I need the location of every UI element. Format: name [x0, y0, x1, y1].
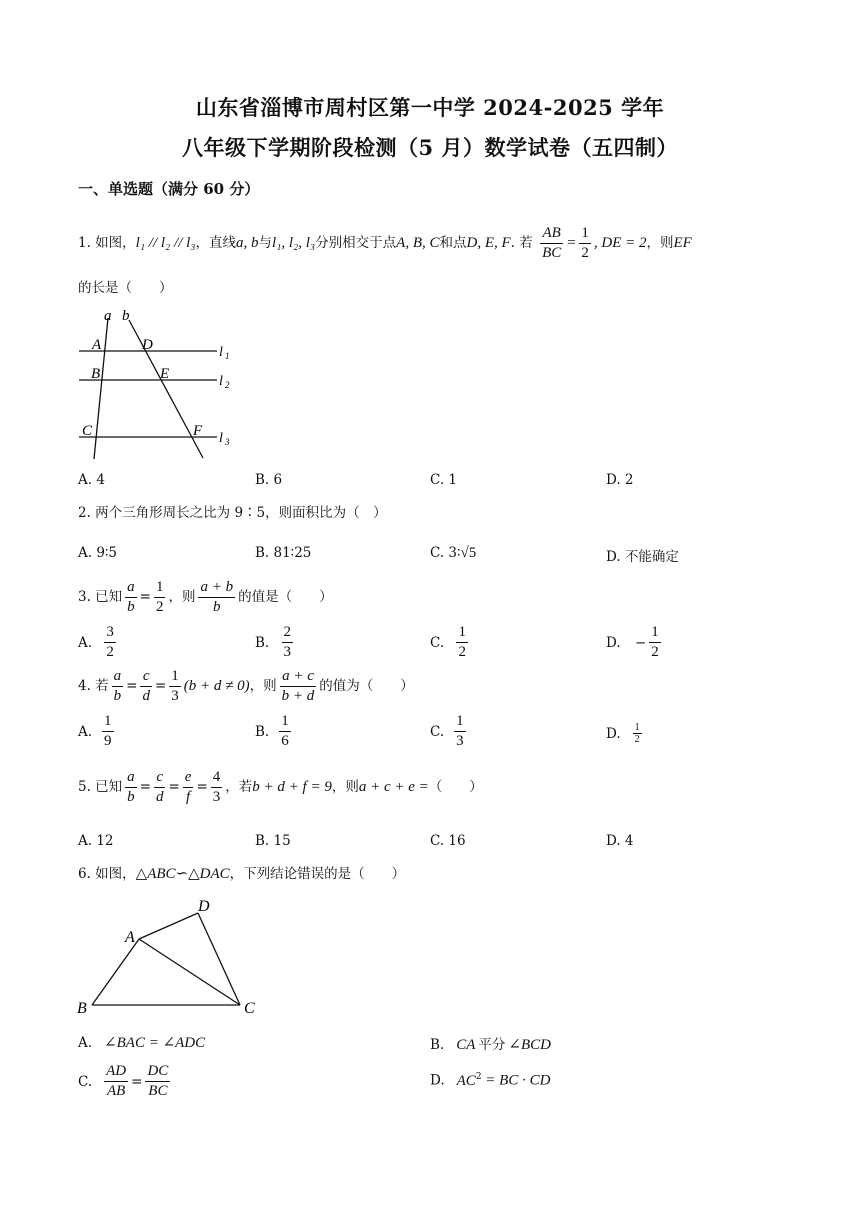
q3-mid: ，则 — [168, 589, 196, 605]
q4-option-c[interactable]: C. $\frac{1}{3}$ — [430, 713, 464, 749]
label-B: B — [91, 366, 101, 382]
q1-text-4: 和点 — [439, 235, 467, 251]
label-E: E — [160, 366, 170, 382]
q6-figure — [72, 893, 272, 1023]
label-C: C — [244, 1000, 255, 1017]
q1-parallel: l₁ // l₂ // l₃ — [135, 235, 196, 251]
q4-option-a[interactable]: A. $\frac{1}{9}$ — [78, 713, 112, 749]
question-6 — [78, 864, 405, 884]
question-2: 2. 两个三角形周长之比为 9∶5，则面积比为（ ） — [78, 505, 387, 521]
q5-option-d[interactable]: D. 4 — [606, 833, 634, 849]
q3-suffix: 的值是（ ） — [238, 589, 333, 605]
label-l1-sub: 1 — [225, 351, 230, 361]
q4-option-d[interactable]: D. $\frac{1}{2}$ — [606, 722, 640, 745]
sqrt-5: √5 — [460, 545, 477, 561]
q6-similar: △ABC∽△DAC — [135, 866, 230, 882]
q1-fraction-half: $\frac{1}{2}$ — [581, 225, 589, 261]
q2-option-b[interactable]: B. 81∶25 — [255, 545, 312, 561]
q4-suffix: 的值为（ ） — [319, 678, 414, 694]
segment-ad — [139, 913, 198, 939]
q2-option-c[interactable]: C. 3∶√5 — [430, 545, 477, 561]
q3-equals: = — [139, 589, 151, 605]
q5-suffix: （ ） — [428, 779, 483, 795]
q5-mid-1: ，若 — [225, 779, 253, 795]
q3-option-d[interactable]: D. − $\frac{1}{2}$ — [606, 624, 659, 660]
q2-option-a[interactable]: A. 9∶5 — [78, 545, 118, 561]
q5-option-b[interactable]: B. 15 — [255, 833, 291, 849]
q1-de: , DE = 2 — [593, 235, 647, 251]
segment-ab — [92, 939, 139, 1005]
q1-points-abc: A, B, C — [396, 235, 440, 251]
q5-prefix: 5. 已知 — [78, 779, 123, 795]
q4-condition: (b + d ≠ 0) — [183, 678, 250, 694]
q1-option-b[interactable]: B. 6 — [255, 472, 283, 488]
q4-option-b[interactable]: B. $\frac{1}{6}$ — [255, 713, 289, 749]
label-C: C — [82, 423, 93, 439]
q5-mid-2: ，则 — [331, 779, 359, 795]
q3-frac-apb-b: $\frac{a + b}{b}$ — [200, 579, 234, 615]
q1-lines-ab: a, b — [236, 235, 259, 251]
section-heading: 一、单选题（满分 60 分） — [78, 180, 260, 198]
label-D: D — [198, 898, 210, 915]
q2-option-d[interactable]: D. 不能确定 — [606, 549, 679, 565]
q3-option-c[interactable]: C. $\frac{1}{2}$ — [430, 624, 466, 660]
q3-prefix: 3. 已知 — [78, 589, 123, 605]
label-D: D — [142, 337, 153, 353]
title-line-2: 八年级下学期阶段检测（5 月）数学试卷（五四制） — [182, 135, 678, 160]
question-5: 5. 已知 $\frac{a}{b}$ = $\frac{c}{d}$ = $\frac{e}{f}$ = $\frac{4}{3}$ ，若b + d + f = 9，则a + c + e =（ ） — [78, 769, 483, 805]
q1-figure — [72, 304, 242, 464]
q6-option-b[interactable]: B. CA 平分 ∠BCD — [430, 1037, 551, 1053]
q4-prefix: 4. 若 — [78, 678, 109, 694]
q3-option-b[interactable]: B. $\frac{2}{3}$ — [255, 624, 292, 660]
q6-option-d[interactable]: D. $AC^2$ = BC · CD — [430, 1072, 551, 1089]
q3-frac-half: $\frac{1}{2}$ — [155, 579, 164, 615]
label-l3: l — [219, 431, 223, 446]
q1-text-5: . 若 — [510, 235, 533, 251]
label-l2-sub: 2 — [225, 380, 230, 390]
q5-option-a[interactable]: A. 12 — [78, 833, 114, 849]
q1-text-3: 分别相交于点 — [315, 235, 397, 251]
label-F: F — [193, 423, 203, 439]
q1-option-c[interactable]: C. 1 — [430, 472, 458, 488]
q6-option-a[interactable]: A. ∠BAC = ∠ADC — [78, 1035, 206, 1051]
q1-prefix: 1. 如图， — [78, 235, 136, 251]
q1-text-1: ，直线 — [195, 235, 236, 251]
label-l3-sub: 3 — [225, 437, 230, 447]
q5-option-c[interactable]: C. 16 — [430, 833, 466, 849]
label-A: A — [125, 929, 135, 946]
q6-suffix: ，下列结论错误的是（ ） — [229, 866, 406, 882]
label-l1: l — [219, 345, 223, 360]
label-b: b — [122, 308, 130, 324]
q6-option-c[interactable]: C. $\frac{AD}{AB}$ = $\frac{DC}{BC}$ — [78, 1063, 169, 1099]
q1-line-2: 的长是（ ） — [78, 280, 173, 296]
title-line-1: 山东省淄博市周村区第一中学 2024-2025 学年 — [195, 95, 665, 120]
q1-equals: = — [566, 235, 577, 251]
q3-option-a[interactable]: A. $\frac{3}{2}$ — [78, 624, 114, 660]
question-3 — [78, 578, 333, 617]
q5-ask: a + c + e = — [358, 779, 429, 795]
q1-text-6: ，则 — [646, 235, 674, 251]
label-B: B — [77, 1000, 87, 1017]
q1-option-d[interactable]: D. 2 — [606, 472, 634, 488]
q4-mid: ，则 — [249, 678, 277, 694]
q5-condition: b + d + f = 9 — [252, 779, 332, 795]
label-A: A — [92, 337, 102, 353]
q1-lines-l: l₁, l₂, l₃ — [272, 235, 316, 251]
q6-prefix: 6. 如图， — [78, 866, 136, 882]
q1-option-a[interactable]: A. 4 — [78, 472, 105, 488]
question-4: 4. 若 $\frac{a}{b}$ = $\frac{c}{d}$ = $\frac{1}{3}$ (b + d ≠ 0)，则 $\frac{a + c}{b + d}$ 的值为（ ） — [78, 668, 414, 704]
label-a: a — [104, 308, 112, 324]
q3-frac-a-b: $\frac{a}{b}$ — [127, 579, 135, 615]
q1-fraction-ab-bc: $\frac{AB}{BC}$ — [542, 225, 562, 261]
q1-ef: EF — [673, 235, 692, 251]
question-1 — [78, 224, 692, 263]
label-l2: l — [219, 374, 223, 389]
q1-points-def: D, E, F — [466, 235, 511, 251]
q1-text-2: 与 — [258, 235, 272, 251]
